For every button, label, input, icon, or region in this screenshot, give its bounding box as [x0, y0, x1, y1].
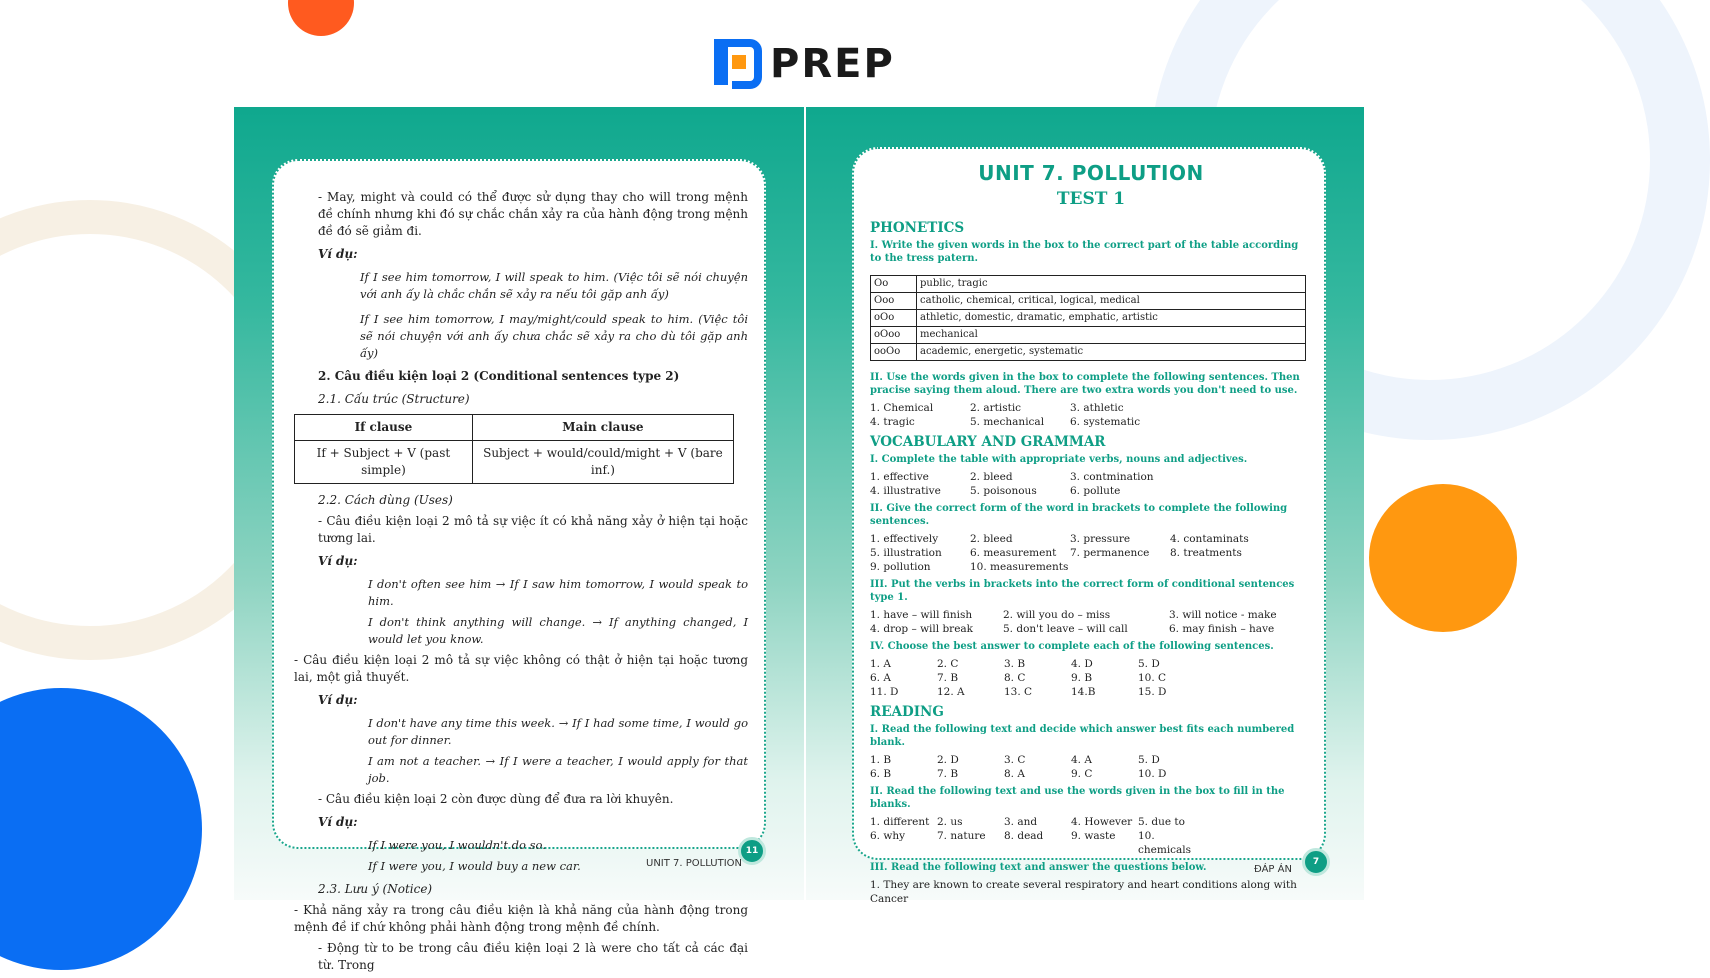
- table-cell: athletic, domestic, dramatic, emphatic, artistic: [917, 310, 1306, 327]
- instruction: III. Read the following text and answer the questions below.: [870, 862, 1207, 873]
- answer-item: 6. B: [870, 768, 892, 780]
- answer-item: 3. athletic: [1070, 402, 1124, 414]
- answer-item: 5. due to: [1138, 816, 1185, 828]
- answer-item: 7. B: [937, 768, 959, 780]
- paragraph: - Khả năng xảy ra trong câu điều kiện là khả năng của hành động trong mệnh đề if chứ không phải hành động trong mệnh đề chính.: [294, 903, 748, 934]
- answer-item: 1. A: [870, 658, 891, 670]
- answer-item: 3. will notice - make: [1169, 609, 1277, 621]
- answer-item: 4. contaminats: [1170, 533, 1249, 545]
- answer-item: 8. A: [1004, 768, 1025, 780]
- answer-item: 1. effectively: [870, 533, 939, 545]
- answer-item: 8. dead: [1004, 830, 1044, 842]
- instruction: I. Complete the table with appropriate verbs, nouns and adjectives.: [870, 454, 1248, 465]
- test-title: TEST 1: [1056, 189, 1126, 209]
- example-label: Ví dụ:: [318, 247, 358, 261]
- right-page: [806, 107, 1364, 905]
- answer-item: 2. bleed: [970, 533, 1013, 545]
- table-cell: Subject + would/could/might + V (bare inf.): [472, 441, 733, 484]
- section-heading: PHONETICS: [870, 220, 965, 236]
- answer-grid: [870, 470, 1312, 498]
- instruction: III. Put the verbs in brackets into the correct form of conditional sentences type 1.: [870, 579, 1295, 603]
- answer-item: 5. don't leave – will call: [1003, 623, 1128, 635]
- instruction: IV. Choose the best answer to complete each of the following sentences.: [870, 641, 1274, 652]
- table-cell: Ooo: [871, 293, 917, 310]
- answer-item: 9. pollution: [870, 561, 931, 573]
- answer-item: 1. They are known to create several respiratory and heart conditions along with Cancer: [870, 879, 1297, 905]
- table-cell: If + Subject + V (past simple): [295, 441, 473, 484]
- example-sentence: If I see him tomorrow, I will speak to him. (Việc tôi sẽ nói chuyện với anh ấy là chắc chắn sẽ xảy ra nếu tôi gặp anh ấy): [360, 270, 748, 301]
- paragraph: - Động từ to be trong câu điều kiện loại 2 là were cho tất cả các đại từ. Trong: [318, 941, 748, 972]
- answer-item: 10. C: [1138, 672, 1167, 684]
- instruction: I. Read the following text and decide which answer best fits each numbered blank.: [870, 724, 1295, 748]
- answer-item: 5. D: [1138, 658, 1160, 670]
- answer-grid: [870, 401, 1312, 429]
- answer-item: 10. measurements: [970, 561, 1069, 573]
- subsection-heading: 2.3. Lưu ý (Notice): [318, 882, 433, 896]
- decorative-circle: [288, 0, 354, 36]
- brand-logo[interactable]: [710, 38, 895, 90]
- table-cell: academic, energetic, systematic: [917, 344, 1306, 361]
- answer-item: 8. treatments: [1170, 547, 1242, 559]
- answer-item: 6. pollute: [1070, 485, 1121, 497]
- table-cell: catholic, chemical, critical, logical, medical: [917, 293, 1306, 310]
- table-cell: Oo: [871, 276, 917, 293]
- table-row: [871, 310, 1306, 327]
- answer-item: 3. pressure: [1070, 533, 1131, 545]
- table-cell: public, tragic: [917, 276, 1306, 293]
- paragraph: - Câu điều kiện loại 2 còn được dùng để đưa ra lời khuyên.: [318, 792, 674, 806]
- answer-item: 3. C: [1004, 754, 1026, 766]
- answer-item: 2. bleed: [970, 471, 1013, 483]
- page-number: 7: [1302, 848, 1330, 876]
- left-page: [234, 107, 804, 972]
- answer-item: 2. artistic: [970, 402, 1022, 414]
- table-cell: oOoo: [871, 327, 917, 344]
- answer-item: 14.B: [1071, 686, 1096, 698]
- decorative-circle: [1369, 484, 1517, 632]
- answer-item: 1. effective: [870, 471, 929, 483]
- subsection-heading: 2.2. Cách dùng (Uses): [318, 493, 453, 507]
- table-cell: oOo: [871, 310, 917, 327]
- example-sentence: If I were you, I wouldn't do so.: [368, 838, 546, 852]
- answer-item: 4. drop – will break: [870, 623, 974, 635]
- answer-item: 1. B: [870, 754, 892, 766]
- answer-item: 9. B: [1071, 672, 1093, 684]
- section-heading: VOCABULARY AND GRAMMAR: [870, 434, 1106, 450]
- answer-item: 1. different: [870, 816, 930, 828]
- answer-item: 12. A: [937, 686, 965, 698]
- answer-grid: [870, 753, 1312, 781]
- instruction: II. Use the words given in the box to complete the following sentences. Then pracise saying them aloud. There are two extra words you don't need to use.: [870, 372, 1300, 396]
- stress-pattern-table: [870, 275, 1306, 361]
- answer-item: 6. measurement: [970, 547, 1057, 559]
- answer-item: 11. D: [870, 686, 899, 698]
- section-heading: READING: [870, 704, 944, 720]
- answer-item: 10. chemicals: [1138, 830, 1192, 856]
- answer-item: 1. have – will finish: [870, 609, 973, 621]
- subsection-heading: 2.1. Cấu trúc (Structure): [318, 392, 470, 406]
- answer-item: 3. contmination: [1070, 471, 1154, 483]
- page-footer: UNIT 7. POLLUTION: [646, 858, 743, 869]
- answer-item: 5. illustration: [870, 547, 942, 559]
- table-cell: ooOo: [871, 344, 917, 361]
- answer-item: 2. will you do – miss: [1003, 609, 1111, 621]
- table-header: If clause: [295, 415, 473, 441]
- example-sentence: I don't think anything will change. → If anything changed, I would let you know.: [368, 615, 748, 646]
- unit-title: UNIT 7. POLLUTION: [978, 161, 1204, 185]
- example-sentence: I am not a teacher. → If I were a teacher, I would apply for that job.: [368, 754, 748, 785]
- prep-logo-icon: [710, 39, 762, 89]
- instruction: I. Write the given words in the box to the correct part of the table according to the tress patern.: [870, 240, 1299, 264]
- example-sentence: I don't often see him → If I saw him tomorrow, I would speak to him.: [368, 577, 748, 608]
- example-label: Ví dụ:: [318, 693, 358, 707]
- answer-item: 15. D: [1138, 686, 1167, 698]
- decorative-circle: [0, 688, 202, 970]
- section-heading: 2. Câu điều kiện loại 2 (Conditional sentences type 2): [318, 369, 680, 383]
- answer-item: 5. poisonous: [970, 485, 1037, 497]
- paragraph: - Câu điều kiện loại 2 mô tả sự việc ít có khả năng xảy ở hiện tại hoặc tương lai.: [318, 514, 748, 545]
- structure-table: [294, 414, 734, 484]
- page-footer: ĐÁP ÁN: [1254, 864, 1292, 875]
- table-row: [871, 344, 1306, 361]
- answer-item: 3. and: [1004, 816, 1038, 828]
- answer-item: 6. may finish – have: [1169, 623, 1275, 635]
- table-cell: mechanical: [917, 327, 1306, 344]
- answer-item: 5. mechanical: [970, 416, 1045, 428]
- answer-grid: [870, 657, 1312, 699]
- example-sentence: I don't have any time this week. → If I had some time, I would go out for dinner.: [368, 716, 748, 747]
- page-number: 11: [738, 837, 766, 865]
- table-header: Main clause: [472, 415, 733, 441]
- answer-item: 8. C: [1004, 672, 1026, 684]
- answer-item: 4. A: [1071, 754, 1092, 766]
- table-row: [871, 276, 1306, 293]
- paragraph: - May, might và could có thể được sử dụng thay cho will trong mệnh đề chính nhưng khi đó sự chắc chắn xảy ra của hành động trong mệnh đề đó sẽ giảm đi.: [318, 190, 748, 238]
- answer-item: 13. C: [1004, 686, 1033, 698]
- answer-item: 2. us: [937, 816, 963, 828]
- paragraph: - Câu điều kiện loại 2 mô tả sự việc không có thật ở hiện tại hoặc tương lai, một giả thuyết.: [294, 653, 748, 684]
- answer-item: 4. D: [1071, 658, 1093, 670]
- answer-item: 5. D: [1138, 754, 1160, 766]
- answer-item: 9. waste: [1071, 830, 1116, 842]
- answer-key: [870, 215, 1312, 906]
- answer-item: 9. C: [1071, 768, 1093, 780]
- answer-item: 10. D: [1138, 768, 1167, 780]
- answer-item: 4. However: [1071, 816, 1133, 828]
- answer-item: 6. systematic: [1070, 416, 1141, 428]
- answer-item: 7. permanence: [1070, 547, 1150, 559]
- example-label: Ví dụ:: [318, 554, 358, 568]
- answer-item: 7. nature: [937, 830, 986, 842]
- instruction: II. Give the correct form of the word in brackets to complete the following sentences.: [870, 503, 1288, 527]
- answer-item: 3. B: [1004, 658, 1026, 670]
- table-row: [871, 327, 1306, 344]
- instruction: II. Read the following text and use the words given in the box to fill in the blanks.: [870, 786, 1285, 810]
- answer-item: 6. A: [870, 672, 891, 684]
- brand-name: PREP: [770, 41, 895, 87]
- answer-grid: [870, 608, 1312, 636]
- answer-item: 4. tragic: [870, 416, 915, 428]
- example-sentence: If I see him tomorrow, I may/might/could speak to him. (Việc tôi sẽ nói chuyện với anh ấy chưa chắc sẽ xảy ra cho dù tôi gặp anh ấy): [360, 312, 748, 360]
- answer-item: 2. D: [937, 754, 959, 766]
- example-label: Ví dụ:: [318, 815, 358, 829]
- answer-grid: [870, 532, 1312, 574]
- answer-item: 1. Chemical: [870, 402, 934, 414]
- answer-item: 7. B: [937, 672, 959, 684]
- table-row: [871, 293, 1306, 310]
- answer-item: 6. why: [870, 830, 906, 842]
- answer-item: 4. illustrative: [870, 485, 941, 497]
- example-sentence: If I were you, I would buy a new car.: [368, 859, 581, 873]
- answer-grid: [870, 815, 1312, 857]
- answer-item: 2. C: [937, 658, 959, 670]
